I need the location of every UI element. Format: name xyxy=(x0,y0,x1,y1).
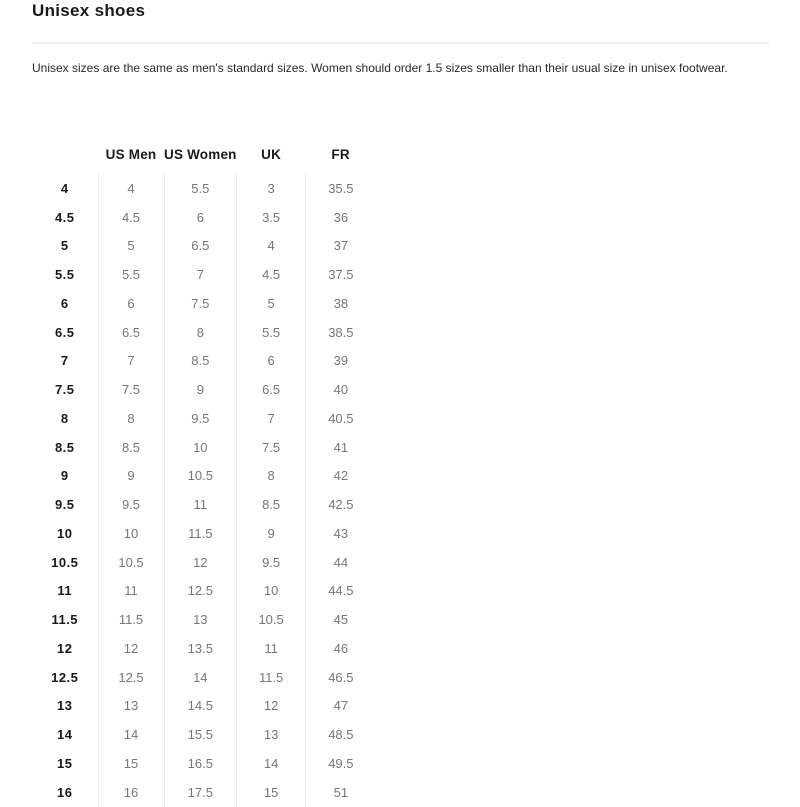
size-cell-us-men: 9.5 xyxy=(98,490,164,519)
size-cell-us-men: 4.5 xyxy=(98,203,164,232)
size-cell-us-women: 12 xyxy=(164,548,237,577)
table-row xyxy=(32,548,376,577)
size-cell-uk: 3 xyxy=(237,174,306,203)
row-label: 6.5 xyxy=(54,324,75,340)
size-cell-uk: 11.5 xyxy=(237,663,306,692)
size-cell-uk: 8 xyxy=(237,462,306,491)
size-cell-us-women: 8 xyxy=(164,318,237,347)
size-cell-us-men: 4 xyxy=(98,174,164,203)
size-cell-us-women: 17.5 xyxy=(164,778,237,807)
size-cell-uk: 4 xyxy=(237,232,306,261)
size-cell-us-men: 15 xyxy=(98,749,164,778)
size-cell-us-women: 12.5 xyxy=(164,577,237,606)
size-cell-uk: 6.5 xyxy=(237,375,306,404)
size-cell-us-women: 11.5 xyxy=(164,519,237,548)
column-header-fr: FR xyxy=(331,146,350,162)
size-cell-us-women: 5.5 xyxy=(164,174,237,203)
size-cell-fr: 47 xyxy=(306,692,376,721)
table-row xyxy=(32,375,376,404)
size-cell-us-men: 7 xyxy=(98,347,164,376)
size-cell-us-men: 7.5 xyxy=(98,375,164,404)
size-cell-us-men: 13 xyxy=(98,692,164,721)
size-cell-uk: 4.5 xyxy=(237,260,306,289)
size-cell-us-women: 11 xyxy=(164,490,237,519)
size-cell-us-men: 11 xyxy=(98,577,164,606)
row-label: 14 xyxy=(57,727,73,743)
size-cell-uk: 10 xyxy=(237,577,306,606)
size-cell-fr: 44 xyxy=(306,548,376,577)
size-cell-us-men: 8.5 xyxy=(98,433,164,462)
size-cell-us-men: 5.5 xyxy=(98,260,164,289)
row-label: 11.5 xyxy=(51,612,79,628)
size-cell-us-men: 6.5 xyxy=(98,318,164,347)
row-label: 5.5 xyxy=(54,267,75,283)
row-label: 16 xyxy=(57,784,73,800)
size-cell-us-women: 15.5 xyxy=(164,720,237,749)
size-cell-us-women: 10 xyxy=(164,433,237,462)
size-cell-fr: 41 xyxy=(306,433,376,462)
size-cell-fr: 45 xyxy=(306,605,376,634)
size-cell-us-men: 9 xyxy=(98,462,164,491)
size-cell-us-men: 14 xyxy=(98,720,164,749)
size-cell-uk: 13 xyxy=(237,720,306,749)
size-cell-us-women: 14 xyxy=(164,663,237,692)
size-cell-us-women: 6 xyxy=(164,203,237,232)
row-label: 8 xyxy=(60,410,69,426)
size-cell-fr: 42.5 xyxy=(306,490,376,519)
size-cell-fr: 39 xyxy=(306,347,376,376)
size-cell-us-men: 11.5 xyxy=(98,605,164,634)
size-cell-us-women: 6.5 xyxy=(164,232,237,261)
table-row xyxy=(32,692,376,721)
row-label: 6 xyxy=(60,295,69,311)
row-label: 4 xyxy=(60,180,69,196)
row-label: 12.5 xyxy=(51,669,79,685)
size-cell-uk: 8.5 xyxy=(237,490,306,519)
size-cell-fr: 35.5 xyxy=(306,174,376,203)
size-cell-fr: 38 xyxy=(306,289,376,318)
row-label: 8.5 xyxy=(54,439,75,455)
table-row xyxy=(32,663,376,692)
size-cell-uk: 7 xyxy=(237,404,306,433)
size-cell-us-men: 6 xyxy=(98,289,164,318)
column-header-uk: UK xyxy=(261,146,282,162)
size-cell-us-men: 5 xyxy=(98,232,164,261)
size-cell-us-men: 10 xyxy=(98,519,164,548)
size-cell-fr: 37 xyxy=(306,232,376,261)
table-row xyxy=(32,462,376,491)
size-cell-us-women: 16.5 xyxy=(164,749,237,778)
size-cell-fr: 44.5 xyxy=(306,577,376,606)
size-cell-uk: 12 xyxy=(237,692,306,721)
size-cell-uk: 9.5 xyxy=(237,548,306,577)
table-row xyxy=(32,289,376,318)
row-label: 15 xyxy=(57,755,73,771)
size-cell-uk: 6 xyxy=(237,347,306,376)
size-chart-table xyxy=(32,134,376,807)
table-row xyxy=(32,490,376,519)
table-row xyxy=(32,634,376,663)
row-label: 11 xyxy=(57,583,73,599)
size-cell-us-women: 13 xyxy=(164,605,237,634)
row-label: 5 xyxy=(60,238,69,254)
table-row xyxy=(32,605,376,634)
size-cell-us-women: 14.5 xyxy=(164,692,237,721)
size-cell-us-women: 9 xyxy=(164,375,237,404)
size-cell-fr: 38.5 xyxy=(306,318,376,347)
table-row xyxy=(32,174,376,203)
table-row xyxy=(32,749,376,778)
column-header-blank xyxy=(32,134,98,174)
table-row xyxy=(32,519,376,548)
table-row xyxy=(32,318,376,347)
size-cell-us-men: 12.5 xyxy=(98,663,164,692)
size-cell-us-women: 8.5 xyxy=(164,347,237,376)
size-cell-us-men: 10.5 xyxy=(98,548,164,577)
size-cell-uk: 5 xyxy=(237,289,306,318)
size-cell-fr: 40.5 xyxy=(306,404,376,433)
size-cell-us-women: 7 xyxy=(164,260,237,289)
size-note: Unisex sizes are the same as men's standard sizes. Women should order 1.5 sizes smaller than their usual size in unisex footwear. xyxy=(32,61,728,75)
row-label: 12 xyxy=(57,640,73,656)
size-cell-fr: 49.5 xyxy=(306,749,376,778)
size-cell-uk: 5.5 xyxy=(237,318,306,347)
size-cell-fr: 43 xyxy=(306,519,376,548)
table-row xyxy=(32,720,376,749)
column-header-us-women: US Women xyxy=(164,146,237,162)
page-title: Unisex shoes xyxy=(32,1,146,20)
table-row xyxy=(32,778,376,807)
size-cell-fr: 42 xyxy=(306,462,376,491)
size-cell-fr: 36 xyxy=(306,203,376,232)
size-cell-fr: 46 xyxy=(306,634,376,663)
table-row xyxy=(32,203,376,232)
size-cell-fr: 40 xyxy=(306,375,376,404)
table-row xyxy=(32,260,376,289)
column-header-us-men: US Men xyxy=(105,146,157,162)
row-label: 9.5 xyxy=(54,497,75,513)
table-row xyxy=(32,232,376,261)
size-cell-us-men: 8 xyxy=(98,404,164,433)
size-cell-fr: 51 xyxy=(306,778,376,807)
row-label: 4.5 xyxy=(54,209,75,225)
size-cell-uk: 9 xyxy=(237,519,306,548)
row-label: 13 xyxy=(57,698,73,714)
size-cell-fr: 46.5 xyxy=(306,663,376,692)
size-cell-uk: 11 xyxy=(237,634,306,663)
row-label: 10 xyxy=(57,525,73,541)
size-cell-us-women: 9.5 xyxy=(164,404,237,433)
size-cell-uk: 14 xyxy=(237,749,306,778)
size-cell-us-men: 12 xyxy=(98,634,164,663)
section-divider xyxy=(32,42,769,44)
row-label: 7.5 xyxy=(54,382,75,398)
size-cell-us-women: 7.5 xyxy=(164,289,237,318)
size-cell-uk: 10.5 xyxy=(237,605,306,634)
size-cell-fr: 37.5 xyxy=(306,260,376,289)
row-label: 10.5 xyxy=(51,554,79,570)
table-row xyxy=(32,347,376,376)
row-label: 9 xyxy=(60,468,69,484)
size-cell-uk: 7.5 xyxy=(237,433,306,462)
table-row xyxy=(32,433,376,462)
size-cell-us-men: 16 xyxy=(98,778,164,807)
table-header-row xyxy=(32,134,376,174)
size-cell-us-women: 10.5 xyxy=(164,462,237,491)
table-row xyxy=(32,577,376,606)
size-cell-uk: 15 xyxy=(237,778,306,807)
size-cell-uk: 3.5 xyxy=(237,203,306,232)
row-label: 7 xyxy=(60,353,69,369)
size-cell-us-women: 13.5 xyxy=(164,634,237,663)
table-body xyxy=(32,174,376,807)
size-cell-fr: 48.5 xyxy=(306,720,376,749)
table-row xyxy=(32,404,376,433)
